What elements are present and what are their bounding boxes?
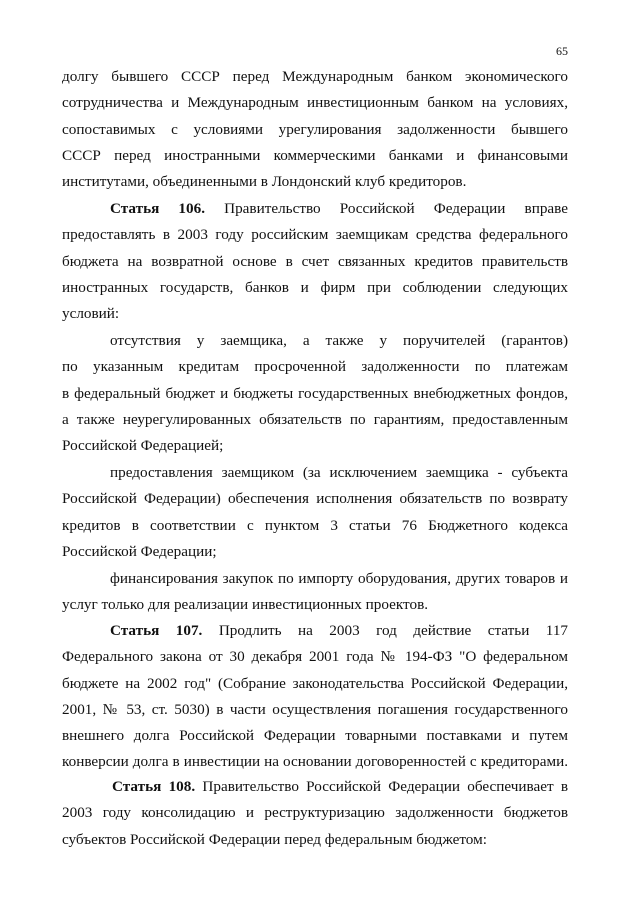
text-line: Федерального закона от 30 декабря 2001 года № 194-ФЗ "О федеральном bbox=[62, 648, 568, 666]
condition-paragraph bbox=[62, 460, 568, 565]
article-first-line bbox=[62, 196, 568, 222]
text-line: условий: bbox=[62, 305, 120, 323]
article-106 bbox=[62, 196, 568, 327]
text-line: в федеральный бюджет и бюджеты государственных внебюджетных фондов, bbox=[62, 384, 568, 402]
text-line: предоставлять в 2003 году российским заемщикам средства федерального bbox=[62, 226, 568, 244]
article-first-line bbox=[62, 618, 568, 644]
text-line: субъектов Российской Федерации перед федеральным бюджетом: bbox=[62, 830, 487, 848]
article-first-line bbox=[62, 774, 568, 800]
article-heading: Статья 107. bbox=[110, 622, 203, 639]
text-line: бюджете на 2002 год" (Собрание законодательства Российской Федерации, bbox=[62, 674, 568, 692]
text-line: сопоставимых с условиями урегулирования задолженности бывшего bbox=[62, 120, 568, 138]
text-line: отсутствия у заемщика, а также у поручителей (гарантов) bbox=[110, 332, 568, 349]
text-line: Российской Федерации) обеспечения исполнения обязательств по возврату bbox=[62, 490, 568, 508]
article-first-line-text: Правительство Российской Федерации обеспечивает в bbox=[202, 778, 568, 795]
article-first-line-text: Продлить на 2003 год действие статьи 117 bbox=[218, 622, 569, 639]
page-number: 65 bbox=[556, 44, 568, 58]
article-107 bbox=[62, 618, 568, 776]
article-heading: Статья 106. bbox=[110, 200, 206, 217]
text-line: услуг только для реализации инвестиционных проектов. bbox=[62, 596, 429, 614]
text-line: институтами, объединенными в Лондонский клуб кредиторов. bbox=[62, 173, 467, 191]
text-line: внешнего долга Российской Федерации товарными поставками и путем bbox=[62, 727, 568, 745]
text-line: сотрудничества и Международным инвестиционным банком на условиях, bbox=[62, 94, 568, 112]
text-line: предоставления заемщиком (за исключением заемщика - субъекта bbox=[110, 464, 568, 481]
text-line: финансирования закупок по импорту оборудования, других товаров и bbox=[110, 570, 568, 587]
text-line: конверсии долга в инвестиции на основании договоренностей с кредиторами. bbox=[62, 753, 568, 771]
text-line: Российской Федерации; bbox=[62, 542, 217, 560]
paragraph-continuation bbox=[62, 64, 568, 195]
text-line: СССР перед иностранными коммерческими банками и финансовыми bbox=[62, 146, 568, 164]
article-108 bbox=[62, 774, 568, 853]
condition-paragraph bbox=[62, 566, 568, 619]
text-line: 2003 году консолидацию и реструктуризацию задолженности бюджетов bbox=[62, 804, 568, 822]
text-line: кредитов в соответствии с пунктом 3 статьи 76 Бюджетного кодекса bbox=[62, 516, 568, 534]
article-first-line-text: Правительство Российской Федерации вправе bbox=[224, 200, 568, 217]
condition-paragraph bbox=[62, 328, 568, 459]
text-line: иностранных государств, банков и фирм при соблюдении следующих bbox=[62, 278, 568, 296]
article-heading: Статья 108. bbox=[112, 778, 196, 795]
text-line: по указанным кредитам просроченной задолженности по платежам bbox=[62, 358, 568, 376]
text-line: 2001, № 53, ст. 5030) в части осуществления погашения государственного bbox=[62, 700, 568, 718]
text-line: а также неурегулированных обязательств по гарантиям, предоставленным bbox=[62, 410, 568, 428]
text-line: долгу бывшего СССР перед Международным банком экономического bbox=[62, 68, 568, 85]
text-line: Российской Федерацией; bbox=[62, 437, 224, 455]
text-line: бюджета на возвратной основе в счет связанных кредитов правительств bbox=[62, 252, 568, 270]
